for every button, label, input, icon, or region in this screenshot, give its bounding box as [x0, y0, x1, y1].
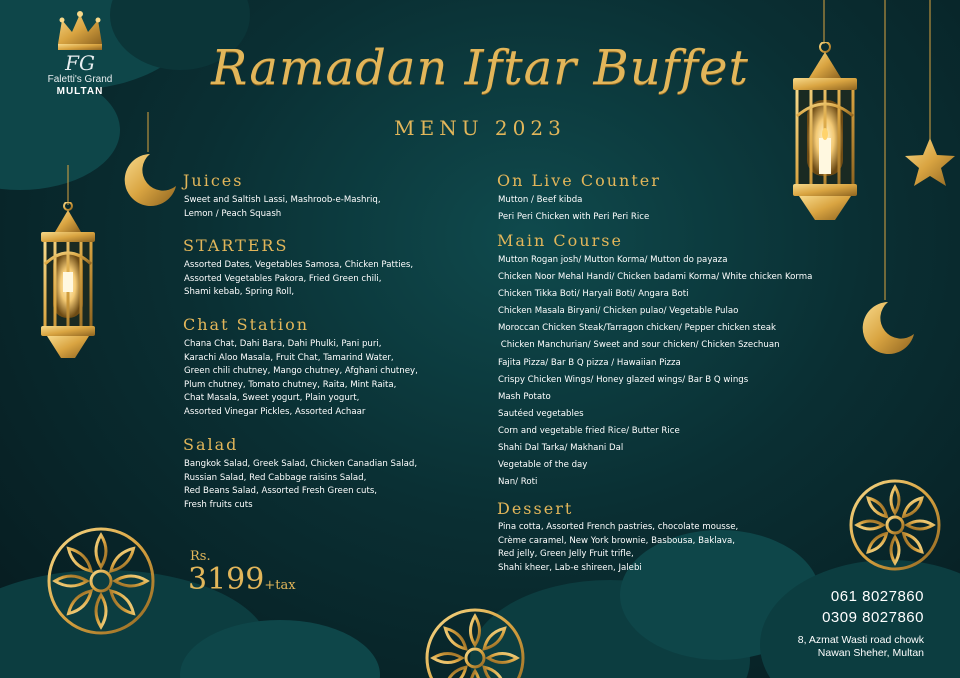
- section-body-juices: [184, 194, 381, 221]
- page-title: Ramadan Iftar Buffet: [211, 40, 749, 96]
- menu-line: Fresh fruits cuts: [184, 499, 253, 510]
- mandala-flower-icon: [415, 598, 535, 678]
- section-body-chat-station: [184, 338, 418, 419]
- section-heading-chat-station: Chat Station: [183, 315, 310, 334]
- menu-line: Red Beans Salad, Assorted Fresh Green cuts,: [184, 486, 378, 496]
- section-body-main-course: [498, 252, 812, 491]
- menu-line: Chicken Manchurian/ Sweet and sour chicken/ Chicken Szechuan: [498, 340, 780, 351]
- menu-line: Corn and vegetable fried Rice/ Butter Rice: [498, 425, 680, 436]
- menu-line: Chicken Masala Biryani/ Chicken pulao/ Vegetable Pulao: [498, 306, 739, 317]
- menu-line: Fajita Pizza/ Bar B Q pizza / Hawaiian Pizza: [498, 357, 681, 368]
- phone-number: 0309 8027860: [822, 609, 924, 626]
- brand-monogram: FG: [65, 51, 95, 75]
- menu-line: Vegetable of the day: [498, 460, 588, 471]
- menu-line: Plum chutney, Tomato chutney, Raita, Mint Raita,: [184, 379, 397, 390]
- menu-line: Shahi Dal Tarka/ Makhani Dal: [498, 443, 624, 454]
- menu-line: Mutton / Beef kibda: [498, 195, 583, 205]
- menu-line: Nan/ Roti: [498, 477, 538, 488]
- menu-line: Chicken Noor Mehal Handi/ Chicken badami Korma/ White chicken Korma: [498, 272, 813, 283]
- menu-line: Red jelly, Green Jelly Fruit trifle,: [498, 549, 634, 559]
- brand-city: MULTAN: [56, 86, 104, 97]
- section-heading-starters: STARTERS: [183, 236, 289, 255]
- menu-line: Shahi kheer, Lab-e shireen, Jalebi: [498, 562, 642, 573]
- section-body-salad: [184, 458, 417, 512]
- price-suffix: +tax: [264, 578, 296, 593]
- menu-line: Assorted Dates, Vegetables Samosa, Chicken Patties,: [184, 260, 414, 270]
- menu-line: Sautéed vegetables: [498, 408, 584, 419]
- mandala-flower-icon: [840, 470, 950, 580]
- menu-line: Mash Potato: [498, 391, 551, 402]
- menu-line: Sweet and Saltish Lassi, Mashroob-e-Mashriq,: [184, 195, 381, 205]
- mandala-flower-icon: [36, 516, 166, 646]
- lantern-icon: [33, 202, 103, 362]
- page-subtitle: MENU 2023: [394, 116, 566, 140]
- crown-icon: [54, 10, 106, 54]
- address-line: Nawan Sheher, Multan: [817, 647, 924, 659]
- menu-line: Shami kebab, Spring Roll,: [184, 287, 295, 297]
- menu-line: Assorted Vegetables Pakora, Fried Green chili,: [184, 273, 382, 284]
- menu-line: Bangkok Salad, Greek Salad, Chicken Canadian Salad,: [184, 459, 418, 469]
- menu-line: Green chili chutney, Mango chutney, Afghani chutney,: [184, 366, 418, 376]
- menu-line: Crispy Chicken Wings/ Honey glazed wings/ Bar B Q wings: [498, 374, 749, 385]
- crescent-moon-icon: [858, 298, 918, 358]
- phone-number: 061 8027860: [830, 588, 924, 605]
- address-line: 8, Azmat Wasti road chowk: [797, 634, 924, 646]
- menu-line: Pina cotta, Assorted French pastries, chocolate mousse,: [498, 522, 739, 532]
- section-heading-main-course: Main Course: [497, 231, 623, 250]
- section-heading-juices: Juices: [183, 171, 244, 190]
- menu-line: Karachi Aloo Masala, Fruit Chat, Tamarind Water,: [184, 352, 394, 363]
- menu-line: Assorted Vinegar Pickles, Assorted Achaar: [184, 406, 366, 417]
- brand-name: Faletti's Grand: [47, 74, 113, 85]
- contact-info: [798, 586, 924, 660]
- menu-line: Moroccan Chicken Steak/Tarragon chicken/ Pepper chicken steak: [498, 323, 777, 334]
- address: [798, 634, 924, 660]
- price-amount: 3199: [188, 562, 265, 597]
- price: [188, 562, 296, 597]
- menu-line: Crème caramel, New York brownie, Basbousa, Baklava,: [498, 535, 735, 546]
- section-heading-dessert: Dessert: [497, 499, 574, 518]
- menu-line: Chicken Tikka Boti/ Haryali Boti/ Angara Boti: [498, 289, 689, 300]
- brand-logo: [40, 10, 120, 98]
- section-heading-live-counter: On Live Counter: [497, 171, 661, 190]
- crescent-moon-icon: [120, 150, 180, 210]
- price-currency: Rs.: [190, 549, 211, 564]
- menu-line: Chat Masala, Sweet yogurt, Plain yogurt,: [184, 393, 360, 403]
- star-icon: [902, 136, 958, 188]
- menu-line: Chana Chat, Dahi Bara, Dahi Phulki, Pani puri,: [184, 339, 382, 349]
- section-body-live-counter: [498, 192, 649, 226]
- section-heading-salad: Salad: [183, 435, 239, 454]
- menu-line: Lemon / Peach Squash: [184, 208, 282, 219]
- menu-line: Peri Peri Chicken with Peri Peri Rice: [498, 212, 650, 222]
- menu-line: Mutton Rogan josh/ Mutton Korma/ Mutton do payaza: [498, 255, 728, 265]
- section-body-dessert: [498, 521, 738, 575]
- section-body-starters: [184, 259, 413, 300]
- menu-line: Russian Salad, Red Cabbage raisins Salad,: [184, 472, 367, 483]
